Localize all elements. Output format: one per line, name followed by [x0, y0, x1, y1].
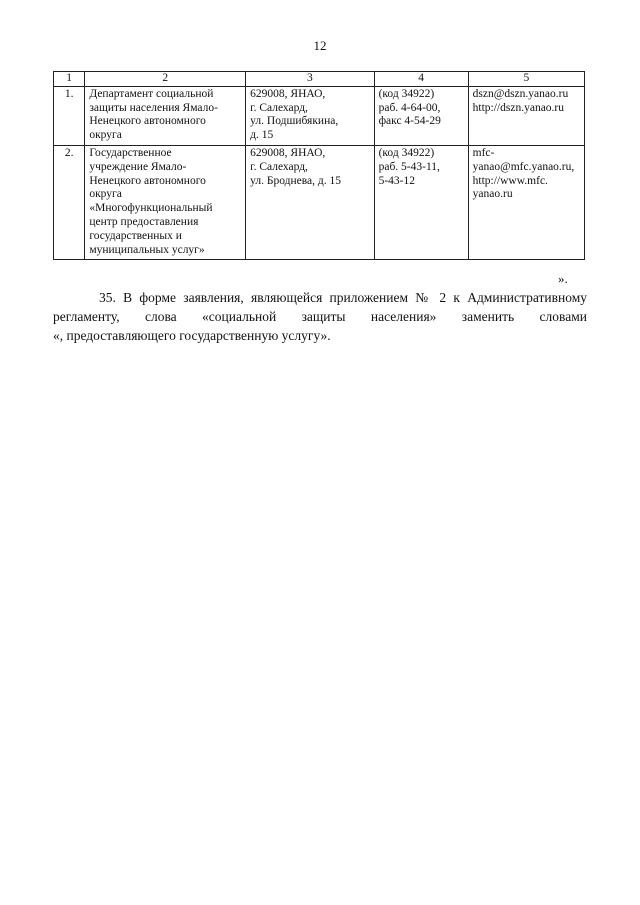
header-cell: 3: [246, 72, 374, 87]
closing-quote: ».: [558, 271, 568, 286]
text-line: Ненецкого автономного: [89, 174, 206, 187]
text-line: учреждение Ямало-: [89, 160, 187, 173]
address-cell: [246, 145, 374, 259]
page-number: 12: [313, 38, 327, 53]
text-line: раб. 4-64-00,: [378, 101, 441, 114]
header-cell: 2: [85, 72, 246, 87]
paragraph-line: «, предоставляющего государственную услугу».: [53, 328, 331, 343]
organization-name-cell: [85, 145, 246, 259]
text-line: г. Салехард,: [250, 160, 308, 173]
text-line: округа: [89, 188, 122, 201]
text-line: ул. Подшибякина,: [250, 115, 339, 128]
address-cell: [246, 86, 374, 145]
text-line: 629008, ЯНАО,: [250, 146, 326, 159]
text-line: защиты населения Ямало-: [89, 101, 218, 114]
text-line: муниципальных услуг»: [89, 243, 205, 256]
text-line: yanao.ru: [472, 188, 513, 201]
organization-name-cell: [85, 86, 246, 145]
web-cell: [468, 145, 584, 259]
text-line: ул. Броднева, д. 15: [250, 174, 342, 187]
table-header-row: [54, 72, 585, 87]
text-line: факс 4-54-29: [378, 115, 441, 128]
text-line: г. Салехард,: [250, 101, 308, 114]
paragraph-line: 35. В форме заявления, являющейся приложением № 2 к Административному: [99, 290, 587, 305]
web-cell: [468, 86, 584, 145]
text-line: (код 34922): [378, 146, 435, 159]
text-line: (код 34922): [378, 87, 435, 100]
phone-cell: [374, 145, 468, 259]
text-line: http://www.mfc.: [472, 174, 548, 187]
paragraph-line: регламенту, слова «социальной защиты населения» заменить словами: [53, 309, 587, 324]
table-row: [54, 86, 585, 145]
text-line: mfc-: [472, 146, 495, 159]
text-line: центр предоставления: [89, 215, 199, 228]
text-line: «Многофункциональный: [89, 202, 213, 215]
text-line: государственных и: [89, 229, 182, 242]
addresses-table: [53, 71, 585, 260]
table-row: [54, 145, 585, 259]
text-line: Государственное: [89, 146, 172, 159]
text-line: http://dszn.yanao.ru: [472, 101, 564, 114]
text-line: 5-43-12: [378, 174, 416, 187]
text-line: д. 15: [250, 129, 274, 142]
row-number: 2.: [54, 145, 85, 259]
header-cell: 1: [54, 72, 85, 87]
header-cell: 4: [374, 72, 468, 87]
header-cell: 5: [468, 72, 584, 87]
text-line: раб. 5-43-11,: [378, 160, 440, 173]
text-line: 629008, ЯНАО,: [250, 87, 326, 100]
text-line: Ненецкого автономного: [89, 115, 206, 128]
text-line: yanao@mfc.yanao.ru,: [472, 160, 575, 173]
text-line: dszn@dszn.yanao.ru: [472, 87, 569, 100]
row-number: 1.: [54, 86, 85, 145]
text-line: округа: [89, 129, 122, 142]
text-line: Департамент социальной: [89, 87, 214, 100]
phone-cell: [374, 86, 468, 145]
amendment-paragraph: [53, 288, 587, 345]
